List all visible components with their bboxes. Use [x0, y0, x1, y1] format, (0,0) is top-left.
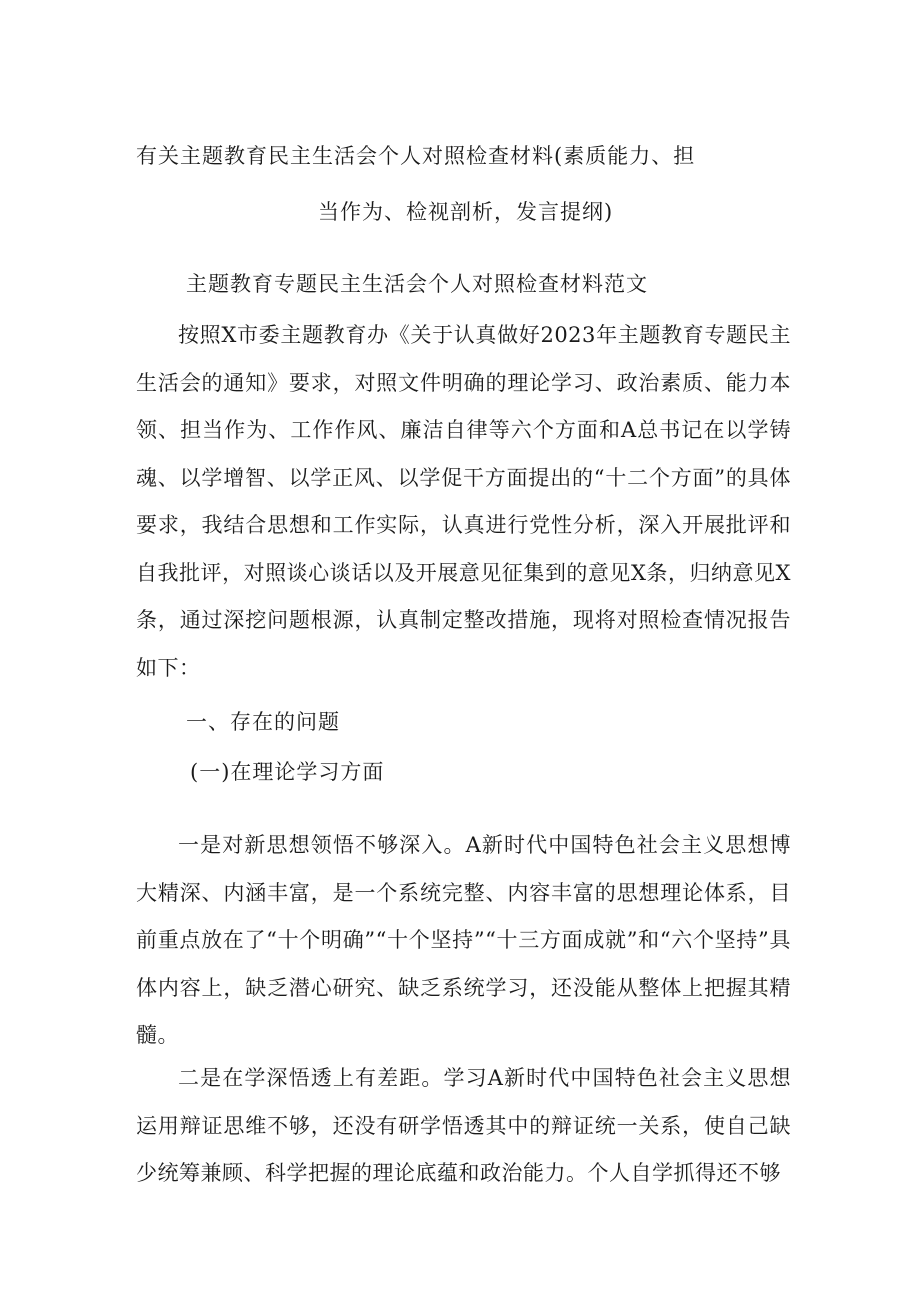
section-heading-problems: 一、存在的问题	[186, 710, 340, 734]
point-2-paragraph: 二是在学深悟透上有差距。学习A新时代中国特色社会主义思想运用辩证思维不够，还没有研学悟透其中的辩证统一关系，使自己缺少统筹兼顾、科学把握的理论底蕴和政治能力。个人自学抓得还不够	[136, 1066, 791, 1185]
document-subtitle: 主题教育专题民主生活会个人对照检查材料范文	[186, 272, 648, 296]
document-title-line-1: 有关主题教育民主生活会个人对照检查材料(素质能力、担	[136, 144, 696, 168]
intro-paragraph: 按照X市委主题教育办《关于认真做好2023年主题教育专题民主生活会的通知》要求，对照文件明确的理论学习、政治素质、能力本领、担当作为、工作作风、廉洁自律等六个方面和A总书记在以学铸魂、以学增智、以学正风、以学促干方面提出的“十二个方面”的具体要求，我结合思想和工作实际，认真进行党性分析，深入开展批评和自我批评，对照谈心谈话以及开展意见征集到的意见X条，归纳意见X条，通过深挖问题根源，认真制定整改措施，现将对照检查情况报告如下：	[136, 323, 791, 680]
subsection-heading-theory-study: (一)在理论学习方面	[190, 760, 385, 784]
document-title-line-2: 当作为、检视剖析，发言提纲)	[318, 200, 614, 224]
point-1-paragraph: 一是对新思想领悟不够深入。A新时代中国特色社会主义思想博大精深、内涵丰富，是一个系统完整、内容丰富的思想理论体系，目前重点放在了“十个明确”“十个坚持”“十三方面成就”和“六个坚持”具体内容上，缺乏潜心研究、缺乏系统学习，还没能从整体上把握其精髓。	[136, 833, 791, 1047]
